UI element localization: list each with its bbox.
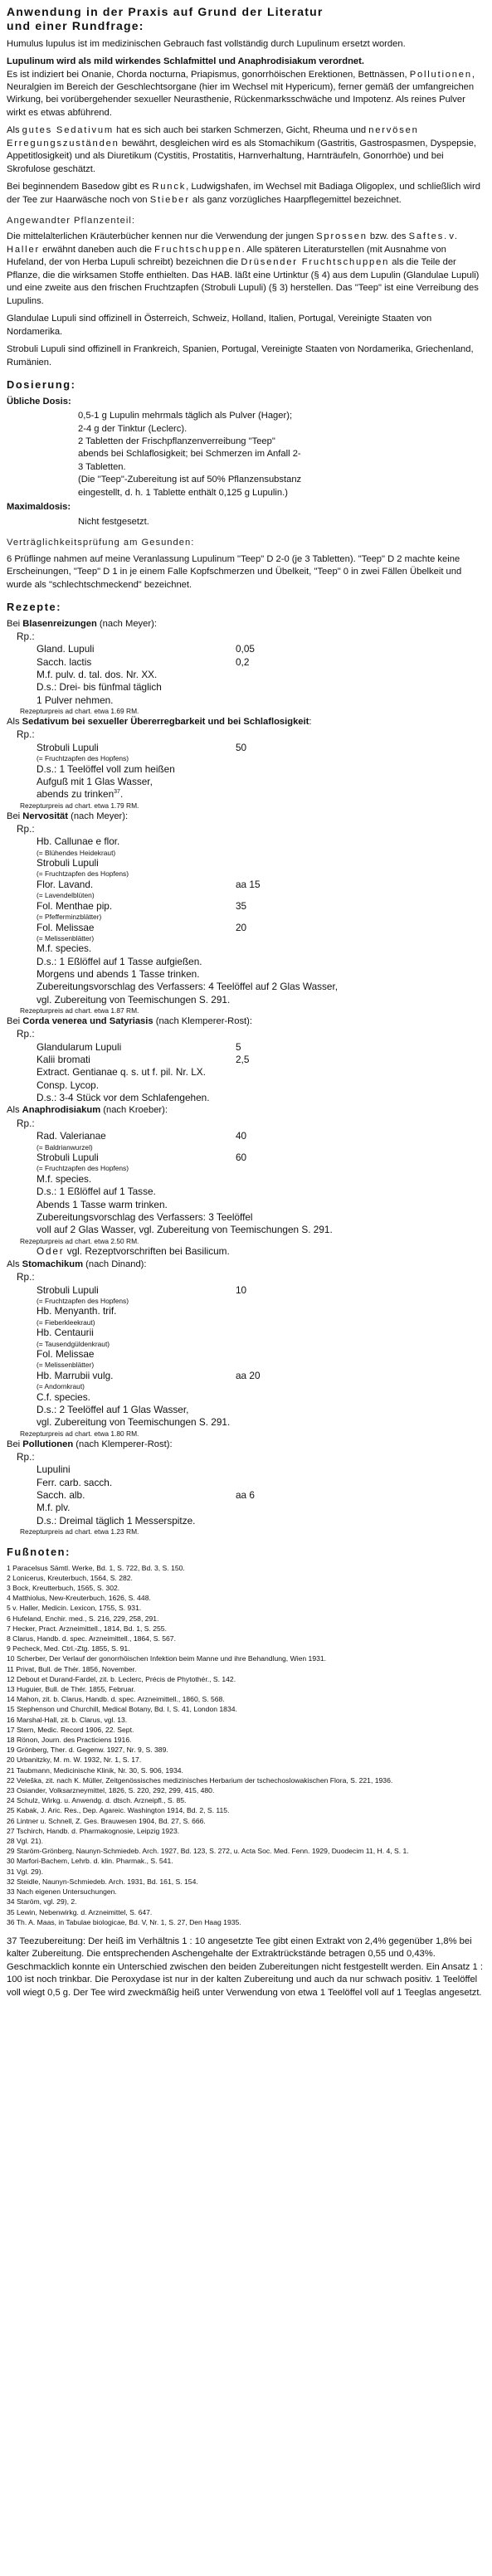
recipe-stomachikum	[7, 1259, 485, 1439]
instruction-line: vgl. Zubereitung von Teemischungen S. 291.	[37, 1416, 231, 1429]
ingredient-row: Sacch. lactis 0,2	[37, 655, 250, 668]
ingredient-row: Flor. Lavand. aa 15	[37, 878, 261, 890]
ingredient-row: Strobuli Lupuli 50	[37, 741, 247, 753]
dosage-usual	[7, 396, 485, 408]
section-plant-part-heading: Angewandter Pflanzenteil:	[7, 216, 135, 226]
ingredient-note: (= Blühendes Heidekraut)	[37, 848, 116, 857]
section-tolerance-heading: Verträglichkeitsprüfung am Gesunden:	[7, 538, 195, 548]
ingredient-row: Gland. Lupuli 0,05	[37, 643, 255, 655]
dosage-line: 2 Tabletten der Frischpflanzenverreibung "Teep" abends bei Schlaflosigkeit; bei Schmerzen im Anfall 2-3 Tabletten.	[78, 436, 301, 472]
recipe-blasenreizungen	[7, 618, 485, 716]
footnote-item: 10 Scherber, Der Verlauf der gonorrhöischen Infektion beim Manne und ihre Behandlung, Wien 1931.	[7, 1654, 327, 1663]
footnote-item: 3 Bock, Kreutterbuch, 1565, S. 302.	[7, 1584, 120, 1592]
ingredient-note: (= Pfefferminzblätter)	[37, 913, 102, 922]
plant-paragraph-2: Glandulae Lupuli sind offizinell in Österreich, Schweiz, Holland, Italien, Portugal, Vereinigte Staaten von Nordamerika.	[7, 314, 432, 337]
footnote-item: 22 Veleška, zit. nach K. Müller, Zeitgenössisches medizinisches Herbarium der tschechoslowakischen Flora, S. 221, 1936.	[7, 1775, 393, 1785]
instruction-line: Zubereitungsvorschlag des Verfassers: 4 Teelöffel auf 2 Glas Wasser,	[37, 981, 339, 993]
footnote-item: 30 Marfori-Bachem, Lehrb. d. klin. Pharmak., S. 541.	[7, 1857, 173, 1866]
footnote-item: 21 Taubmann, Medicinische Klinik, Nr. 30, S. 906, 1934.	[7, 1765, 183, 1775]
alternative-line: Oder vgl. Rezeptvorschriften bei Basilicum.	[37, 1245, 230, 1258]
dosage-line: 2-4 g der Tinktur (Leclerc).	[78, 423, 188, 434]
intro-paragraph-5: Bei beginnendem Basedow gibt es Runck, Ludwigshafen, im Wechsel mit Badiaga Oligoplex, und schließlich wird der Tee zur Haarwäsche noch von Stieber als ganz vorzügliches Haarpflegemittel bezeichnet.	[7, 182, 480, 205]
footnote-ref[interactable]: 37	[114, 789, 120, 796]
instruction-line: Aufguß mit 1 Glas Wasser,	[37, 775, 153, 787]
recipe-heading: Bei Pollutionen (nach Klemperer-Rost):	[7, 1439, 173, 1449]
intro-paragraph-2: Lupulinum wird als mild wirkendes Schlafmittel und Anaphrodisiakum verordnet.	[7, 56, 364, 67]
rp-label: Rp.:	[17, 1117, 35, 1129]
ingredient-row: Strobuli Lupuli 10	[37, 1283, 247, 1296]
recipe-anaphrodisiakum	[7, 1104, 485, 1258]
section-footnotes-heading: Fußnoten:	[7, 1545, 71, 1558]
plant-paragraph-3: Strobuli Lupuli sind offizinell in Frankreich, Spanien, Portugal, Vereinigte Staaten von Nordamerika, Griechenland, Rumänien.	[7, 344, 474, 368]
intro-paragraph-4: Als gutes Sedativum hat es sich auch bei starken Schmerzen, Gicht, Rheuma und nervösen Erregungszuständen bewährt, desgleichen wird es als Stomachikum (Gastritis, Gastrospasmen, Dyspepsie, Appetitlosigkeit) und als Diuretikum (Cystitis, Prostatitis, Harnverhaltung, Harnträufeln, Gonorrhöe) und bei Skrofulose geschätzt.	[7, 125, 476, 174]
ingredient-row: Lupulini	[37, 1463, 71, 1476]
instruction-line: D.s.: 1 Teelöffel voll zum heißen	[37, 762, 175, 775]
rp-label: Rp.:	[17, 728, 35, 741]
ingredient-row: Sacch. alb. aa 6	[37, 1489, 255, 1502]
footnote-item: 1 Paracelsus Sämtl. Werke, Bd. 1, S. 722, Bd. 3, S. 150.	[7, 1563, 185, 1572]
footnote-item: 32 Steidle, Naunyn-Schmiedeb. Arch. 1931, Bd. 161, S. 154.	[7, 1877, 198, 1886]
ingredient-note: (= Andornkraut)	[37, 1382, 85, 1391]
ingredient-row: Hb. Callunae e flor.	[37, 835, 120, 848]
footnote-item: 7 Hecker, Pract. Arzneimittell., 1814, Bd. 1, S. 255.	[7, 1624, 167, 1633]
ingredient-row: Strobuli Lupuli 60	[37, 1152, 247, 1164]
recipe-heading: Als Sedativum bei sexueller Übererregbarkeit und bei Schlaflosigkeit:	[7, 717, 312, 728]
title-line-1: Anwendung in der Praxis auf Grund der Literatur	[7, 5, 324, 18]
footnote-item: 26 Lintner u. Schnell, Z. Ges. Brauwesen 1904, Bd. 27, S. 666.	[7, 1816, 206, 1825]
recipe-heading: Bei Blasenreizungen (nach Meyer):	[7, 618, 157, 629]
ingredient-note: (= Melissenblätter)	[37, 933, 95, 942]
footnote-item: 28 Vgl. 21).	[7, 1837, 43, 1846]
title-line-2: und einer Rundfrage:	[7, 18, 144, 32]
footnote-item: 25 Kabak, J. Aric. Res., Dep. Agareic. Washington 1914, Bd. 2, S. 115.	[7, 1806, 230, 1815]
recipe-nervositaet	[7, 811, 485, 1015]
ingredient-note: (= Tausendgüldenkraut)	[37, 1339, 110, 1348]
ingredient-row: Hb. Centaurii	[37, 1327, 94, 1339]
footnote-item: 14 Mahon, zit. b. Clarus, Handb. d. spec. Arzneimittell., 1860, S. 568.	[7, 1695, 225, 1704]
ingredient-note: (= Fruchtzapfen des Hopfens)	[37, 869, 129, 879]
price-note: Rezepturpreis ad chart. etwa 1.87 RM.	[20, 1006, 139, 1015]
price-note: Rezepturpreis ad chart. etwa 1.79 RM.	[20, 801, 139, 810]
rp-label: Rp.:	[17, 1451, 35, 1463]
instruction-line: D.s.: Dreimal täglich 1 Messerspitze.	[37, 1514, 196, 1527]
footnote-item: 35 Lewin, Nebenwirkg. d. Arzneimittel, S. 647.	[7, 1907, 153, 1916]
recipe-pollutionen	[7, 1439, 485, 1536]
instruction-line: Abends 1 Tasse warm trinken.	[37, 1198, 168, 1210]
ingredient-note: (= Fieberkleekraut)	[37, 1317, 95, 1327]
dosage-max-label: Maximaldosis:	[7, 502, 71, 513]
footnote-item: 34 Staröm, vgl. 29), 2.	[7, 1897, 77, 1906]
footnote-item: 23 Osiander, Volksarzneymittel, 1826, S. 220, 292, 299, 415, 480.	[7, 1786, 215, 1795]
dosage-line: (Die "Teep"-Zubereitung ist auf 50% Pflanzensubstanz eingestellt, d. h. 1 Tablette enthält 0,125 g Lupulin.)	[78, 475, 302, 498]
footnote-item: 27 Tschirch, Handb. d. Pharmakognosie, Leipzig 1923.	[7, 1826, 180, 1835]
footnote-item: 6 Hufeland, Enchir. med., S. 216, 229, 258, 291.	[7, 1614, 159, 1623]
instruction-line: M.f. species.	[37, 942, 92, 955]
footnote-item: 2 Lonicerus, Kreuterbuch, 1564, S. 282.	[7, 1573, 133, 1582]
rp-label: Rp.:	[17, 631, 35, 643]
ingredient-note: (= Fruchtzapfen des Hopfens)	[37, 754, 129, 763]
footnote-item: 13 Huguier, Bull. de Thér. 1855, Februar.	[7, 1685, 136, 1694]
footnote-item: 8 Clarus, Handb. d. spec. Arzneimittell., 1864, S. 567.	[7, 1634, 176, 1643]
instruction-line: Zubereitungsvorschlag des Verfassers: 3 Teelöffel	[37, 1210, 253, 1223]
footnote-item: 15 Stephenson und Churchill, Medical Botany, Bd. I, S. 41, London 1834.	[7, 1705, 237, 1714]
instruction-line: Consp. Lycop.	[37, 1079, 99, 1091]
footnote-item: 11 Privat, Bull. de Thér. 1856, November.	[7, 1664, 137, 1673]
rp-label: Rp.:	[17, 822, 35, 835]
ingredient-row: Kalii bromati 2,5	[37, 1054, 250, 1066]
footnote-item: 24 Schulz, Wirkg. u. Anwendg. d. dtsch. Arzneipfl., S. 85.	[7, 1796, 187, 1805]
dosage-max	[7, 501, 485, 514]
ingredient-note: (= Baldrianwurzel)	[37, 1142, 93, 1152]
instruction-line: D.s.: 1 Eßlöffel auf 1 Tasse.	[37, 1186, 156, 1198]
instruction-line: Extract. Gentianae q. s. ut f. pil. Nr. LX.	[37, 1066, 206, 1079]
ingredient-row: Fol. Menthae pip. 35	[37, 899, 247, 912]
instruction-line: 1 Pulver nehmen.	[37, 694, 114, 706]
footnote-item: 19 Grönberg, Ther. d. Gegenw. 1927, Nr. 9, S. 389.	[7, 1746, 168, 1755]
ingredient-note: (= Lavendelblüten)	[37, 891, 95, 900]
plant-paragraph-1: Die mittelalterlichen Kräuterbücher kennen nur die Verwendung der jungen Sprossen bzw. des Saftes. v. Haller erwähnt daneben auch die Fruchtschuppen. Alle späteren Literaturstellen (mit Ausnahme von Hufeland, der von Herba Lupuli schreibt) bezeichnen die Drüsender Fruchtschuppen als die Teile der Pflanze, die die wirksamen Stoffe enthielten. Das HAB. läßt eine Urtinktur (§ 4) aus dem Lupulin (Glandulae Lupuli) und eine zweite aus den frischen Fruchtzapfen (Strobuli Lupuli) (§ 3) herstellen. Das "Teep" ist eine Verreibung des Lupulins.	[7, 231, 480, 306]
footnote-item: 9 Pecheck, Med. Ctrl.-Ztg. 1855, S. 91.	[7, 1644, 130, 1653]
recipe-heading: Als Stomachikum (nach Dinand):	[7, 1259, 147, 1269]
intro-paragraph-3: Es ist indiziert bei Onanie, Chorda nocturna, Priapismus, gonorrhöischen Erektionen, Bettnässen, Pollutionen, Neuralgien im Bereich der Geschlechtsorgane (hier im Wechsel mit Hypericum), ferner gemäß der umfangreichen Wirkung, bei vorübergehender sexueller Neurasthenie, Rückenmarksschwäche und Impotenz. Als reines Pulver wirkt es etwas abführend.	[7, 69, 475, 118]
instruction-line: vgl. Zubereitung von Teemischungen S. 291.	[37, 993, 231, 1006]
price-note: Rezepturpreis ad chart. etwa 1.80 RM.	[20, 1429, 139, 1438]
dosage-line: 0,5-1 g Lupulin mehrmals täglich als Pulver (Hager);	[78, 411, 293, 421]
ingredient-row: Glandularum Lupuli 5	[37, 1040, 241, 1053]
instruction-line: Morgens und abends 1 Tasse trinken.	[37, 968, 200, 981]
footnote-list	[7, 1563, 485, 1927]
instruction-line: voll auf 2 Glas Wasser, vgl. Zubereitung von Teemischungen S. 291.	[37, 1224, 333, 1236]
instruction-line: D.s.: Drei- bis fünfmal täglich	[37, 681, 162, 694]
instruction-line: D.s.: 2 Teelöffel auf 1 Glas Wasser,	[37, 1404, 189, 1416]
ingredient-row: Fol. Melissae	[37, 1348, 95, 1361]
footnote-item: 5 v. Haller, Medicin. Lexicon, 1755, S. 931.	[7, 1604, 142, 1613]
footnote-item: 36 Th. A. Maas, in Tabulae biologicae, Bd. V, Nr. 1, S. 27, Den Haag 1935.	[7, 1917, 241, 1926]
ingredient-row: Rad. Valerianae 40	[37, 1130, 247, 1142]
footnote-item: 16 Marshal-Hall, zit. b. Clarus, vgl. 13.	[7, 1715, 128, 1724]
recipe-heading: Bei Corda venerea und Satyriasis (nach Klemperer-Rost):	[7, 1016, 252, 1027]
intro-paragraph-1: Humulus lupulus ist im medizinischen Gebrauch fast vollständig durch Lupulinum ersetzt worden.	[7, 38, 406, 49]
instruction-line: D.s.: 3-4 Stück vor dem Schlafengehen.	[37, 1092, 210, 1104]
section-dosage-heading: Dosierung:	[7, 378, 76, 392]
footnote-item: 12 Debout et Durand-Fardel, zit. b. Leclerc, Précis de Phytothér., S. 142.	[7, 1674, 236, 1683]
footnote-item: 31 Vgl. 29).	[7, 1867, 43, 1876]
ingredient-row: Ferr. carb. sacch.	[37, 1476, 113, 1488]
footnote-item: 29 Staröm-Grönberg, Naunyn-Schmiedeb. Arch. 1927, Bd. 123, S. 272, u. Acta Soc. Med. Fenn. 1929, Duodecim 11, H. 4, S. 1.	[7, 1847, 409, 1856]
ingredient-note: (= Fruchtzapfen des Hopfens)	[37, 1296, 129, 1305]
price-note: Rezepturpreis ad chart. etwa 1.69 RM.	[20, 707, 139, 716]
ingredient-note: (= Melissenblätter)	[37, 1361, 95, 1370]
footnote-37-text: 37 Teezubereitung: Der heiß im Verhältnis 1 : 10 angesetzte Tee gibt einen Extrakt von 2,4% gegenüber 1,8% bei kalter Zubereitung. Die entsprechenden Aschengehalte der Extraktrückstände betragen 0,55 und 0,43%. Geschmacklich konnte ein Unterschied zwischen den beiden Zubereitungen nicht festgestellt werden. Ein Ansatz 1 : 100 ist noch trinkbar. Die Peroxydase ist nur in der kalten Zubereitung und auch da nur schwach positiv. 1 Teelöffel voll wiegt 0,5 g. Der Tee wird zweckmäßig heiß unter Verwendung von etwa 1 Teelöffel voll auf 1 Teeglas angesetzt.	[7, 1936, 483, 1998]
instruction-line: M.f. pulv. d. tal. dos. Nr. XX.	[37, 669, 158, 681]
instruction-line: D.s.: 1 Eßlöffel auf 1 Tasse aufgießen.	[37, 955, 202, 967]
ingredient-row: Hb. Marrubii vulg. aa 20	[37, 1369, 261, 1381]
dosage-usual-text	[7, 410, 485, 499]
ingredient-row: Fol. Melissae 20	[37, 921, 247, 933]
recipe-corda-venerea	[7, 1015, 485, 1104]
price-note: Rezepturpreis ad chart. etwa 2.50 RM.	[20, 1236, 139, 1245]
ingredient-note: (= Fruchtzapfen des Hopfens)	[37, 1164, 129, 1173]
ingredient-row: Strobuli Lupuli	[37, 857, 99, 869]
footnote-item: 18 Rönon, Journ. des Practiciens 1916.	[7, 1736, 132, 1745]
rp-label: Rp.:	[17, 1028, 35, 1040]
instruction-line: abends zu trinken$^{37}$.	[37, 788, 124, 801]
instruction-line: C.f. species.	[37, 1390, 90, 1403]
footnote-item: 17 Stern, Medic. Record 1906, 22. Sept.	[7, 1725, 134, 1734]
price-note: Rezepturpreis ad chart. etwa 1.23 RM.	[20, 1527, 139, 1536]
rp-label: Rp.:	[17, 1271, 35, 1283]
footnote-item: 33 Nach eigenen Untersuchungen.	[7, 1887, 117, 1897]
footnote-item: 4 Matthiolus, New-Kreuterbuch, 1626, S. 448.	[7, 1594, 151, 1603]
tolerance-paragraph: 6 Prüflinge nahmen auf meine Veranlassung Lupulinum "Teep" D 2-0 (je 3 Tabletten). "Teep" D 2 machte keine Erscheinungen, "Teep" D 1 in je einem Falle Kopfschmerzen und Übelkeit, "Teep" 0 in zwei Fällen Übelkeit und wurde als "schlechtschmeckend" bezeichnet.	[7, 553, 462, 590]
recipe-heading: Bei Nervosität (nach Meyer):	[7, 811, 129, 821]
recipe-heading: Als Anaphrodisiakum (nach Kroeber):	[7, 1105, 168, 1116]
page-title	[7, 5, 485, 33]
ingredient-row: Hb. Menyanth. trif.	[37, 1305, 117, 1317]
recipe-sedativum	[7, 716, 485, 811]
instruction-line: M.f. species.	[37, 1172, 92, 1185]
dosage-max-text: Nicht festgesetzt.	[78, 516, 149, 527]
instruction-line: M.f. plv.	[37, 1502, 71, 1514]
section-recipes-heading: Rezepte:	[7, 601, 62, 614]
footnote-item: 20 Urbanitzky, M. m. W. 1932, Nr. 1, S. 17.	[7, 1755, 142, 1765]
dosage-usual-label: Übliche Dosis:	[7, 396, 71, 407]
